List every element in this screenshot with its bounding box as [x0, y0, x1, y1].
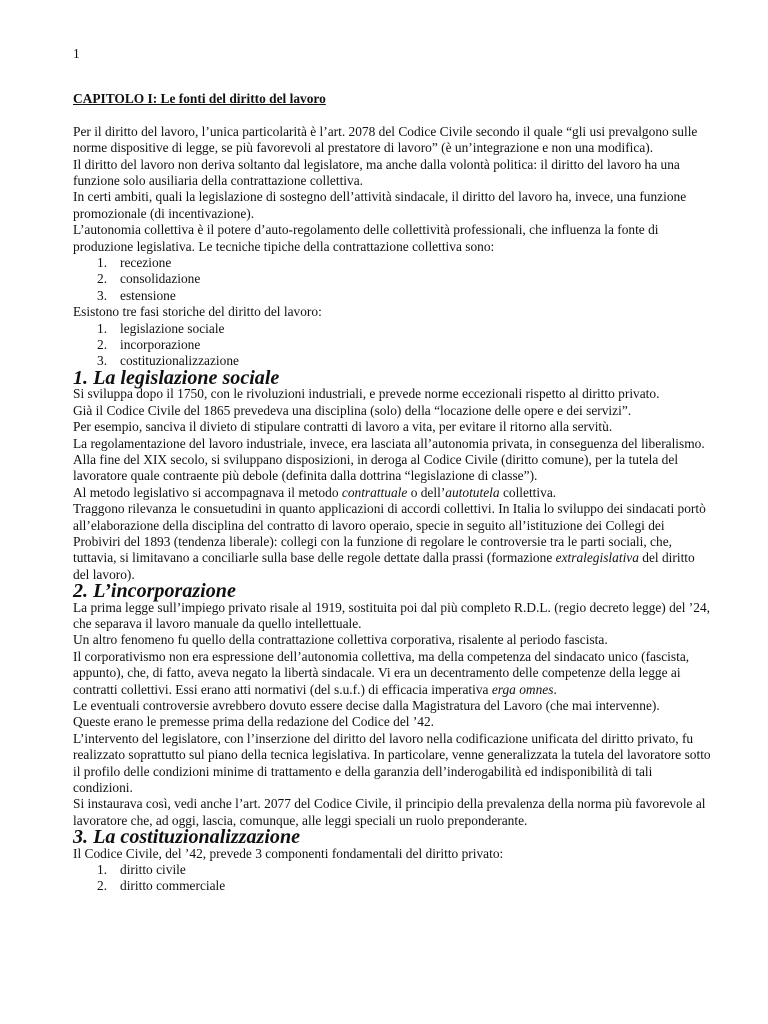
- list-item: [73, 288, 713, 304]
- section-3-paragraph-1: Il Codice Civile, del ’42, prevede 3 componenti fondamentali del diritto privato:: [73, 845, 504, 861]
- section-1-paragraph-7: [73, 501, 713, 583]
- intro-paragraph-2: Il diritto del lavoro non deriva soltanto dal legislatore, ma anche dalla volontà politica: il diritto del lavoro ha una funzione solo ausiliaria della contrattazione collettiva.: [73, 156, 680, 189]
- section-1-paragraph-1: Si sviluppa dopo il 1750, con le rivoluzioni industriali, e prevede norme eccezionali rispetto al diritto privato.: [73, 386, 660, 402]
- section-2-paragraph-4: Le eventuali controversie avrebbero dovuto essere decise dalla Magistratura del Lavoro (che mai intervenne).: [73, 698, 660, 714]
- list-item-number: 2.: [97, 271, 108, 287]
- intro-paragraph-3: In certi ambiti, quali la legislazione di sostegno dell’attività sindacale, il diritto del lavoro ha, invece, una funzione promozionale (di incentivazione).: [73, 189, 687, 221]
- emphasis-text: autotutela: [445, 484, 500, 500]
- list-item: [73, 321, 713, 337]
- section-1-paragraph-6: [73, 485, 713, 501]
- list-item-label: costituzionalizzazione: [120, 353, 239, 369]
- section-1-heading: 1. La legislazione sociale: [73, 366, 280, 389]
- list-item: [73, 255, 713, 271]
- emphasis-text: contrattuale: [341, 484, 408, 500]
- section-1-paragraph-4: La regolamentazione del lavoro industriale, invece, era lasciata all’autonomia privata, in conseguenza del liberalismo.: [73, 435, 705, 451]
- list-item-label: consolidazione: [120, 271, 201, 287]
- list-item-number: 1.: [97, 320, 108, 336]
- section-1-paragraph-5: Alla fine del XIX secolo, si sviluppano disposizioni, in deroga al Codice Civile (diritto comune), per la tutela del lavoratore quale contraente più debole (definita dalla dottrina “legislazione di classe”).: [73, 451, 679, 484]
- list-item-number: 3.: [97, 287, 108, 303]
- text-run: .: [553, 681, 557, 697]
- section-2-paragraph-6: L’intervento del legislatore, con l’inserzione del diritto del lavoro nella codificazione unificata del diritto privato, fu realizzato soprattutto sul piano della tecnica legislativa. In particolare, venne generalizzata la tutela del lavoratore sotto il profilo delle condizioni minime di trattamento e della garanzia dell’inderogabilità ed indisponibilità di tali condizioni.: [73, 730, 711, 796]
- list-item: [73, 878, 713, 894]
- section-2-heading: 2. L’incorporazione: [73, 580, 236, 603]
- list-item-label: estensione: [120, 287, 176, 303]
- document-page: [73, 46, 713, 895]
- section-2-paragraph-7: Si instaurava così, vedi anche l’art. 2077 del Codice Civile, il principio della prevalenza della norma più favorevole al lavoratore che, ad oggi, lascia, comunque, alle leggi speciali un ruolo preponderante.: [73, 796, 706, 828]
- page-number: 1: [73, 46, 80, 61]
- intro-paragraph-5: Esistono tre fasi storiche del diritto del lavoro:: [73, 304, 322, 320]
- section-2-paragraph-5: Queste erano le premesse prima della redazione del Codice del ’42.: [73, 714, 435, 730]
- emphasis-text: extralegislativa: [555, 550, 639, 566]
- section-2-paragraph-2: Un altro fenomeno fu quello della contrattazione collettiva corporativa, risalente al periodo fascista.: [73, 632, 608, 648]
- intro-paragraph-4: L’autonomia collettiva è il potere d’auto-regolamento delle collettività professionali, che influenza la fonte di produzione legislativa. Le tecniche tipiche della contrattazione collettiva sono:: [73, 222, 659, 254]
- list-item-number: 1.: [97, 862, 108, 878]
- chapter-title: CAPITOLO I: Le fonti del diritto del lavoro: [73, 91, 326, 107]
- section-1-paragraph-3: Per esempio, sanciva il divieto di stipulare contratti di lavoro a vita, per evitare il ritorno alla servitù.: [73, 419, 613, 435]
- text-run: collettiva.: [499, 484, 557, 500]
- section-3-heading: 3. La costituzionalizzazione: [73, 826, 301, 849]
- list-item-number: 1.: [97, 255, 108, 271]
- list-item-label: diritto commerciale: [120, 878, 226, 894]
- techniques-list: [73, 255, 713, 304]
- list-item-label: diritto civile: [120, 862, 186, 878]
- phases-list: [73, 321, 713, 370]
- list-item-number: 3.: [97, 353, 108, 369]
- list-item-number: 2.: [97, 878, 108, 894]
- section-2-paragraph-3: [73, 649, 713, 698]
- text-run: del diritto del lavoro).: [73, 550, 695, 582]
- text-run: Al metodo legislativo si accompagnava il metodo: [73, 484, 342, 500]
- emphasis-text: erga omnes: [491, 681, 554, 697]
- list-item: [73, 271, 713, 287]
- intro-paragraph-1: Per il diritto del lavoro, l’unica particolarità è l’art. 2078 del Codice Civile secondo il quale “gli usi prevalgono sulle norme dispositive di legge, se più favorevoli al prestatore di lavoro” (è un’integrazione e non una modifica).: [73, 123, 698, 156]
- text-run: Traggono rilevanza le consuetudini in quanto applicazioni di accordi collettivi. In Italia lo sviluppo dei sindacati portò all’elaborazione della disciplina del contratto di lavoro operaio, specie in seguito all’istituzione dei Collegi dei Probiviri del 1893 (tendenza liberale): collegi con la funzione di regolare le controversie tra le parti sociali, che, tuttavia, si limitavano a conciliarle sulla base delle regole dettate dalla prassi (formazione: [73, 501, 706, 566]
- list-item-label: legislazione sociale: [120, 320, 225, 336]
- list-item: [73, 862, 713, 878]
- list-item: [73, 353, 713, 369]
- text-run: Il corporativismo non era espressione dell’autonomia collettiva, ma della competenza del sindacato unico (fascista, appunto), che, di fatto, aveva negato la libertà sindacale. Vi era un decentramento delle competenze della legge ai contratti collettivi. Essi erano atti normativi (del s.u.f.) di efficacia imperativa: [73, 648, 690, 697]
- section-1-paragraph-2: Già il Codice Civile del 1865 prevedeva una disciplina (solo) della “locazione delle opere e dei servizi”.: [73, 402, 632, 418]
- text-run: o dell’: [407, 484, 446, 500]
- section-2-paragraph-1: La prima legge sull’impiego privato risale al 1919, sostituita poi dal più completo R.D.L. (regio decreto legge) del ’24, che separava il lavoro manuale da quello intellettuale.: [73, 599, 711, 631]
- list-item: [73, 337, 713, 353]
- list-item-label: recezione: [120, 255, 172, 271]
- components-list: [73, 862, 713, 895]
- list-item-number: 2.: [97, 337, 108, 353]
- list-item-label: incorporazione: [120, 337, 201, 353]
